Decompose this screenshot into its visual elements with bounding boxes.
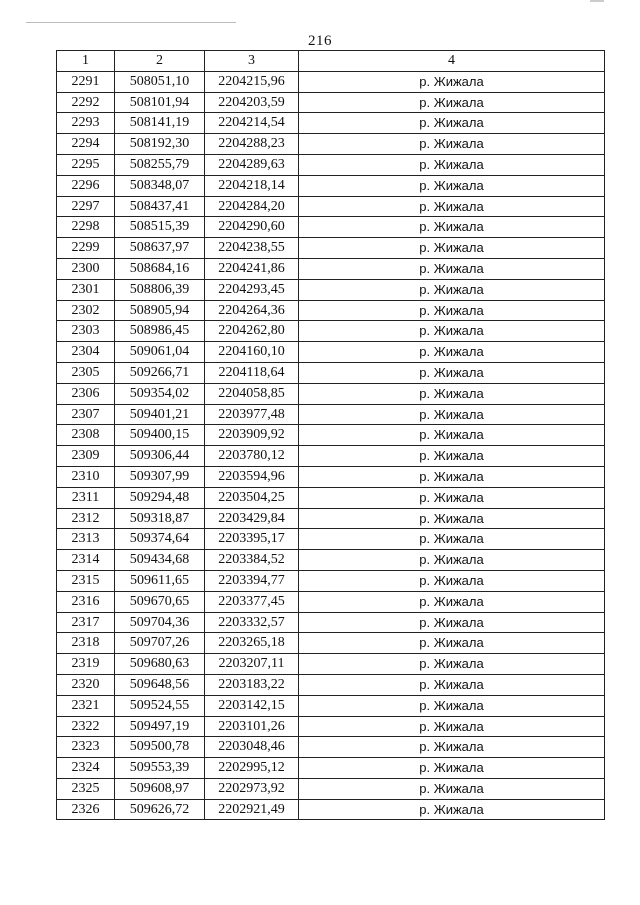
cell-coordinate-y: 2203395,17 <box>205 529 299 550</box>
table-row <box>57 591 605 612</box>
cell-object-name: р. Жижала <box>299 654 605 675</box>
table-row <box>57 446 605 467</box>
cell-point-number: 2314 <box>57 550 115 571</box>
table-row <box>57 342 605 363</box>
cell-coordinate-y: 2202973,92 <box>205 778 299 799</box>
cell-point-number: 2317 <box>57 612 115 633</box>
cell-coordinate-x: 509306,44 <box>115 446 205 467</box>
table-row <box>57 570 605 591</box>
cell-point-number: 2302 <box>57 300 115 321</box>
cell-point-number: 2306 <box>57 383 115 404</box>
cell-object-name: р. Жижала <box>299 508 605 529</box>
cell-point-number: 2326 <box>57 799 115 820</box>
table-row <box>57 487 605 508</box>
cell-coordinate-x: 509626,72 <box>115 799 205 820</box>
cell-coordinate-y: 2204264,36 <box>205 300 299 321</box>
cell-coordinate-y: 2203101,26 <box>205 716 299 737</box>
cell-coordinate-x: 508515,39 <box>115 217 205 238</box>
cell-coordinate-x: 509500,78 <box>115 737 205 758</box>
cell-coordinate-y: 2203594,96 <box>205 466 299 487</box>
cell-object-name: р. Жижала <box>299 695 605 716</box>
cell-coordinate-x: 508255,79 <box>115 154 205 175</box>
cell-coordinate-y: 2204218,14 <box>205 175 299 196</box>
cell-object-name: р. Жижала <box>299 529 605 550</box>
table-row <box>57 612 605 633</box>
cell-object-name: р. Жижала <box>299 487 605 508</box>
cell-point-number: 2325 <box>57 778 115 799</box>
cell-object-name: р. Жижала <box>299 633 605 654</box>
table-row <box>57 758 605 779</box>
cell-coordinate-x: 509611,65 <box>115 570 205 591</box>
cell-point-number: 2310 <box>57 466 115 487</box>
cell-coordinate-x: 509648,56 <box>115 674 205 695</box>
table-row <box>57 134 605 155</box>
cell-object-name: р. Жижала <box>299 570 605 591</box>
table-row <box>57 404 605 425</box>
cell-object-name: р. Жижала <box>299 799 605 820</box>
cell-coordinate-y: 2203977,48 <box>205 404 299 425</box>
cell-coordinate-x: 508141,19 <box>115 113 205 134</box>
cell-coordinate-x: 509707,26 <box>115 633 205 654</box>
column-header-x: 2 <box>115 51 205 72</box>
cell-point-number: 2309 <box>57 446 115 467</box>
cell-point-number: 2316 <box>57 591 115 612</box>
cell-coordinate-y: 2203048,46 <box>205 737 299 758</box>
cell-point-number: 2292 <box>57 92 115 113</box>
table-row <box>57 737 605 758</box>
cell-coordinate-y: 2203909,92 <box>205 425 299 446</box>
cell-coordinate-y: 2203504,25 <box>205 487 299 508</box>
cell-object-name: р. Жижала <box>299 113 605 134</box>
cell-coordinate-y: 2204290,60 <box>205 217 299 238</box>
cell-coordinate-y: 2204160,10 <box>205 342 299 363</box>
cell-point-number: 2304 <box>57 342 115 363</box>
cell-point-number: 2321 <box>57 695 115 716</box>
table-row <box>57 362 605 383</box>
cell-object-name: р. Жижала <box>299 466 605 487</box>
cell-object-name: р. Жижала <box>299 300 605 321</box>
cell-coordinate-x: 508051,10 <box>115 71 205 92</box>
cell-point-number: 2311 <box>57 487 115 508</box>
column-header-number: 1 <box>57 51 115 72</box>
cell-point-number: 2313 <box>57 529 115 550</box>
cell-point-number: 2322 <box>57 716 115 737</box>
cell-coordinate-x: 509434,68 <box>115 550 205 571</box>
table-row <box>57 508 605 529</box>
cell-coordinate-y: 2203394,77 <box>205 570 299 591</box>
cell-object-name: р. Жижала <box>299 258 605 279</box>
cell-point-number: 2297 <box>57 196 115 217</box>
table-row <box>57 321 605 342</box>
cell-coordinate-y: 2204289,63 <box>205 154 299 175</box>
table-row <box>57 300 605 321</box>
cell-object-name: р. Жижала <box>299 425 605 446</box>
cell-coordinate-y: 2203780,12 <box>205 446 299 467</box>
cell-point-number: 2303 <box>57 321 115 342</box>
cell-coordinate-y: 2204288,23 <box>205 134 299 155</box>
table-row <box>57 175 605 196</box>
cell-coordinate-x: 509318,87 <box>115 508 205 529</box>
cell-object-name: р. Жижала <box>299 154 605 175</box>
table-row <box>57 529 605 550</box>
table-row <box>57 674 605 695</box>
cell-point-number: 2301 <box>57 279 115 300</box>
cell-point-number: 2318 <box>57 633 115 654</box>
cell-coordinate-x: 509307,99 <box>115 466 205 487</box>
cell-coordinate-x: 509553,39 <box>115 758 205 779</box>
table-row <box>57 695 605 716</box>
column-header-y: 3 <box>205 51 299 72</box>
cell-object-name: р. Жижала <box>299 342 605 363</box>
table-row <box>57 778 605 799</box>
cell-object-name: р. Жижала <box>299 362 605 383</box>
cell-coordinate-x: 509670,65 <box>115 591 205 612</box>
cell-coordinate-y: 2204118,64 <box>205 362 299 383</box>
page-number: 216 <box>308 33 332 49</box>
cell-object-name: р. Жижала <box>299 92 605 113</box>
cell-coordinate-y: 2203265,18 <box>205 633 299 654</box>
cell-coordinate-x: 509401,21 <box>115 404 205 425</box>
cell-point-number: 2307 <box>57 404 115 425</box>
cell-coordinate-y: 2202921,49 <box>205 799 299 820</box>
cell-object-name: р. Жижала <box>299 196 605 217</box>
cell-coordinate-x: 508101,94 <box>115 92 205 113</box>
scan-artifact-mark <box>590 0 604 2</box>
cell-point-number: 2324 <box>57 758 115 779</box>
cell-object-name: р. Жижала <box>299 758 605 779</box>
table-row <box>57 258 605 279</box>
cell-point-number: 2315 <box>57 570 115 591</box>
cell-coordinate-x: 508192,30 <box>115 134 205 155</box>
cell-point-number: 2320 <box>57 674 115 695</box>
table-row <box>57 383 605 404</box>
cell-coordinate-y: 2203429,84 <box>205 508 299 529</box>
table-row <box>57 799 605 820</box>
cell-coordinate-x: 508986,45 <box>115 321 205 342</box>
cell-object-name: р. Жижала <box>299 446 605 467</box>
cell-coordinate-x: 509266,71 <box>115 362 205 383</box>
cell-object-name: р. Жижала <box>299 238 605 259</box>
table-row <box>57 196 605 217</box>
cell-point-number: 2308 <box>57 425 115 446</box>
cell-point-number: 2319 <box>57 654 115 675</box>
cell-coordinate-x: 509497,19 <box>115 716 205 737</box>
cell-point-number: 2294 <box>57 134 115 155</box>
cell-object-name: р. Жижала <box>299 321 605 342</box>
cell-point-number: 2299 <box>57 238 115 259</box>
scan-artifact-line <box>26 22 236 23</box>
cell-point-number: 2323 <box>57 737 115 758</box>
cell-coordinate-y: 2204238,55 <box>205 238 299 259</box>
cell-object-name: р. Жижала <box>299 134 605 155</box>
cell-coordinate-y: 2204215,96 <box>205 71 299 92</box>
cell-coordinate-y: 2204293,45 <box>205 279 299 300</box>
cell-coordinate-x: 509524,55 <box>115 695 205 716</box>
coordinates-table <box>56 50 605 820</box>
cell-coordinate-y: 2204284,20 <box>205 196 299 217</box>
cell-coordinate-x: 508806,39 <box>115 279 205 300</box>
cell-coordinate-x: 509680,63 <box>115 654 205 675</box>
cell-point-number: 2298 <box>57 217 115 238</box>
cell-object-name: р. Жижала <box>299 550 605 571</box>
cell-coordinate-y: 2204203,59 <box>205 92 299 113</box>
table-row <box>57 466 605 487</box>
cell-coordinate-y: 2204241,86 <box>205 258 299 279</box>
cell-coordinate-x: 509354,02 <box>115 383 205 404</box>
cell-point-number: 2296 <box>57 175 115 196</box>
table-row <box>57 92 605 113</box>
table-row <box>57 71 605 92</box>
cell-coordinate-y: 2203377,45 <box>205 591 299 612</box>
table-row <box>57 217 605 238</box>
cell-point-number: 2293 <box>57 113 115 134</box>
cell-coordinate-y: 2203183,22 <box>205 674 299 695</box>
table-row <box>57 238 605 259</box>
cell-coordinate-x: 508437,41 <box>115 196 205 217</box>
table-row <box>57 279 605 300</box>
cell-coordinate-y: 2204058,85 <box>205 383 299 404</box>
cell-point-number: 2295 <box>57 154 115 175</box>
table-row <box>57 154 605 175</box>
table-row <box>57 113 605 134</box>
cell-object-name: р. Жижала <box>299 217 605 238</box>
table-row <box>57 716 605 737</box>
cell-coordinate-y: 2203142,15 <box>205 695 299 716</box>
cell-object-name: р. Жижала <box>299 716 605 737</box>
cell-point-number: 2300 <box>57 258 115 279</box>
cell-object-name: р. Жижала <box>299 612 605 633</box>
cell-object-name: р. Жижала <box>299 71 605 92</box>
cell-coordinate-y: 2203384,52 <box>205 550 299 571</box>
cell-point-number: 2312 <box>57 508 115 529</box>
table-row <box>57 550 605 571</box>
cell-coordinate-x: 509294,48 <box>115 487 205 508</box>
table-row <box>57 425 605 446</box>
cell-object-name: р. Жижала <box>299 404 605 425</box>
cell-coordinate-x: 508348,07 <box>115 175 205 196</box>
cell-object-name: р. Жижала <box>299 175 605 196</box>
cell-object-name: р. Жижала <box>299 737 605 758</box>
table-header-row <box>57 51 605 72</box>
cell-coordinate-y: 2204214,54 <box>205 113 299 134</box>
cell-coordinate-x: 509400,15 <box>115 425 205 446</box>
cell-coordinate-x: 508637,97 <box>115 238 205 259</box>
cell-coordinate-y: 2204262,80 <box>205 321 299 342</box>
cell-point-number: 2305 <box>57 362 115 383</box>
cell-object-name: р. Жижала <box>299 778 605 799</box>
cell-object-name: р. Жижала <box>299 383 605 404</box>
cell-coordinate-x: 509061,04 <box>115 342 205 363</box>
cell-coordinate-x: 509704,36 <box>115 612 205 633</box>
cell-coordinate-x: 509608,97 <box>115 778 205 799</box>
cell-coordinate-x: 509374,64 <box>115 529 205 550</box>
cell-coordinate-y: 2203332,57 <box>205 612 299 633</box>
cell-object-name: р. Жижала <box>299 674 605 695</box>
table-body <box>57 71 605 820</box>
table-row <box>57 654 605 675</box>
cell-coordinate-y: 2202995,12 <box>205 758 299 779</box>
cell-object-name: р. Жижала <box>299 591 605 612</box>
cell-object-name: р. Жижала <box>299 279 605 300</box>
column-header-name: 4 <box>299 51 605 72</box>
table-row <box>57 633 605 654</box>
cell-point-number: 2291 <box>57 71 115 92</box>
cell-coordinate-x: 508905,94 <box>115 300 205 321</box>
cell-coordinate-x: 508684,16 <box>115 258 205 279</box>
cell-coordinate-y: 2203207,11 <box>205 654 299 675</box>
